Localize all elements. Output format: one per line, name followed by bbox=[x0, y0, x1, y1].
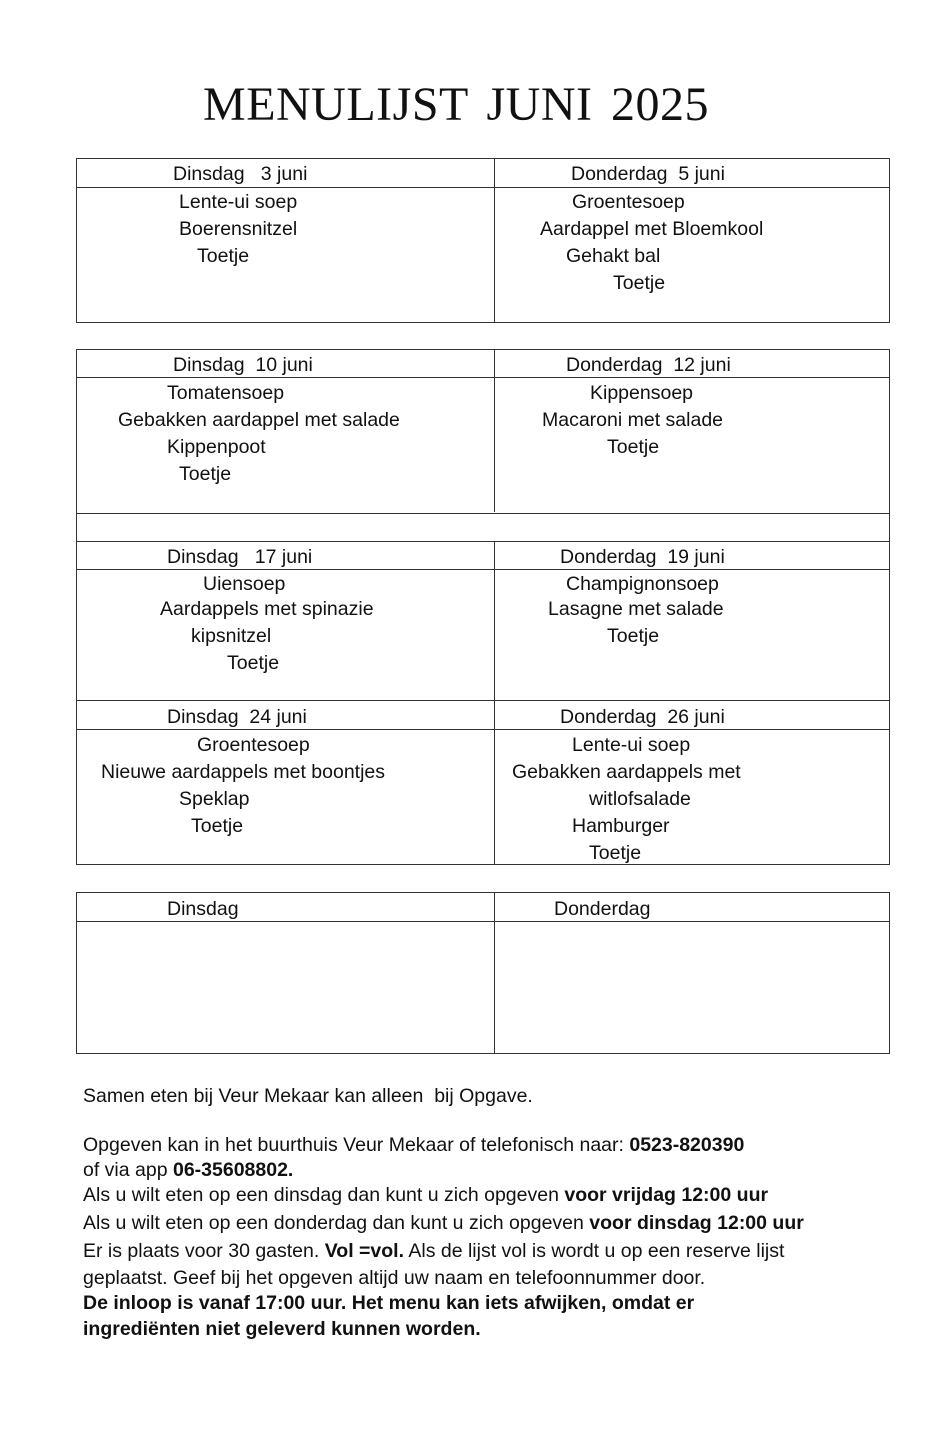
menu-item: Kippensoep bbox=[590, 382, 694, 404]
deadline-thursday: voor dinsdag 12:00 uur bbox=[589, 1212, 804, 1234]
menu-item: Kippenpoot bbox=[167, 436, 266, 458]
menu-item: Hamburger bbox=[572, 815, 670, 837]
footer-line bbox=[83, 1239, 784, 1263]
row-divider bbox=[77, 187, 889, 188]
menu-item: Nieuwe aardappels met boontjes bbox=[101, 761, 386, 783]
menu-item: Toetje bbox=[607, 625, 660, 647]
menu-item: witlofsalade bbox=[589, 788, 691, 810]
footer-text: of via app bbox=[83, 1159, 173, 1181]
menu-item: Boerensnitzel bbox=[179, 218, 298, 240]
menu-item: Toetje bbox=[227, 652, 280, 674]
footer-text: Als u wilt eten op een dinsdag dan kunt u zich opgeven bbox=[83, 1184, 565, 1206]
menu-item: Groentesoep bbox=[572, 191, 685, 213]
day-header-thursday: Donderdag 12 juni bbox=[566, 354, 731, 376]
footer-line: geplaatst. Geef bij het opgeven altijd uw naam en telefoonnummer door. bbox=[83, 1267, 706, 1289]
menu-item: Toetje bbox=[607, 436, 660, 458]
menu-item: Gebakken aardappels met bbox=[512, 761, 741, 783]
day-header-tuesday: Dinsdag 10 juni bbox=[173, 354, 313, 376]
column-divider bbox=[494, 159, 495, 322]
footer-line bbox=[83, 1158, 293, 1182]
menu-item: Toetje bbox=[197, 245, 250, 267]
menu-item: Tomatensoep bbox=[167, 382, 285, 404]
row-divider bbox=[77, 541, 889, 542]
menu-item: Speklap bbox=[179, 788, 250, 810]
footer-text: Als de lijst vol is wordt u op een reserve lijst bbox=[404, 1240, 785, 1262]
column-divider bbox=[494, 541, 495, 700]
menu-item: Aardappel met Bloemkool bbox=[540, 218, 764, 240]
column-divider bbox=[494, 350, 495, 512]
footer-text: Er is plaats voor 30 gasten. bbox=[83, 1240, 325, 1262]
day-header-tuesday: Dinsdag 24 juni bbox=[167, 706, 307, 728]
day-header-tuesday: Dinsdag 17 juni bbox=[167, 546, 313, 568]
column-divider bbox=[494, 701, 495, 864]
menu-item: Toetje bbox=[613, 272, 666, 294]
menu-item: kipsnitzel bbox=[191, 625, 272, 647]
menu-item: Aardappels met spinazie bbox=[160, 598, 374, 620]
menu-item: Toetje bbox=[179, 463, 232, 485]
footer-line bbox=[83, 1133, 744, 1157]
app-number: 06-35608802. bbox=[172, 1159, 294, 1181]
footer-text: Opgeven kan in het buurthuis Veur Mekaar of telefonisch naar: bbox=[83, 1134, 630, 1156]
day-header-tuesday: Dinsdag 3 juni bbox=[173, 163, 308, 185]
menu-item: Uiensoep bbox=[203, 573, 286, 595]
footer-line: De inloop is vanaf 17:00 uur. Het menu kan iets afwijken, omdat er bbox=[83, 1292, 695, 1314]
footer-line bbox=[83, 1211, 804, 1235]
menu-table-week-4 bbox=[76, 700, 890, 865]
day-header-thursday: Donderdag 19 juni bbox=[560, 546, 725, 568]
phone-number: 0523-820390 bbox=[629, 1134, 745, 1156]
row-divider bbox=[77, 513, 889, 514]
day-header-thursday: Donderdag bbox=[554, 898, 651, 920]
menu-item: Lente-ui soep bbox=[179, 191, 298, 213]
menu-item: Lente-ui soep bbox=[572, 734, 691, 756]
capacity-note: Vol =vol. bbox=[324, 1240, 405, 1262]
day-header-tuesday: Dinsdag bbox=[167, 898, 239, 920]
menu-item: Champignonsoep bbox=[566, 573, 719, 595]
menu-item: Groentesoep bbox=[197, 734, 310, 756]
footer-line: ingrediënten niet geleverd kunnen worden. bbox=[83, 1318, 481, 1340]
day-header-thursday: Donderdag 26 juni bbox=[560, 706, 725, 728]
menu-table-empty bbox=[76, 892, 890, 1054]
menu-item: Gebakken aardappel met salade bbox=[118, 409, 400, 431]
page-title: MENULIJST JUNI 2025 bbox=[203, 78, 709, 131]
menu-item: Lasagne met salade bbox=[548, 598, 724, 620]
footer-line: Samen eten bij Veur Mekaar kan alleen bij Opgave. bbox=[83, 1085, 533, 1107]
menu-table-week-1 bbox=[76, 158, 890, 323]
footer-text: Als u wilt eten op een donderdag dan kunt u zich opgeven bbox=[83, 1212, 590, 1234]
column-divider bbox=[494, 893, 495, 1053]
menu-item: Gehakt bal bbox=[566, 245, 661, 267]
menu-table-weeks-2-3 bbox=[76, 349, 890, 701]
deadline-tuesday: voor vrijdag 12:00 uur bbox=[564, 1184, 769, 1206]
menu-item: Macaroni met salade bbox=[542, 409, 724, 431]
footer-line bbox=[83, 1183, 768, 1207]
menu-item: Toetje bbox=[191, 815, 244, 837]
day-header-thursday: Donderdag 5 juni bbox=[571, 163, 725, 185]
menu-item: Toetje bbox=[589, 842, 642, 864]
